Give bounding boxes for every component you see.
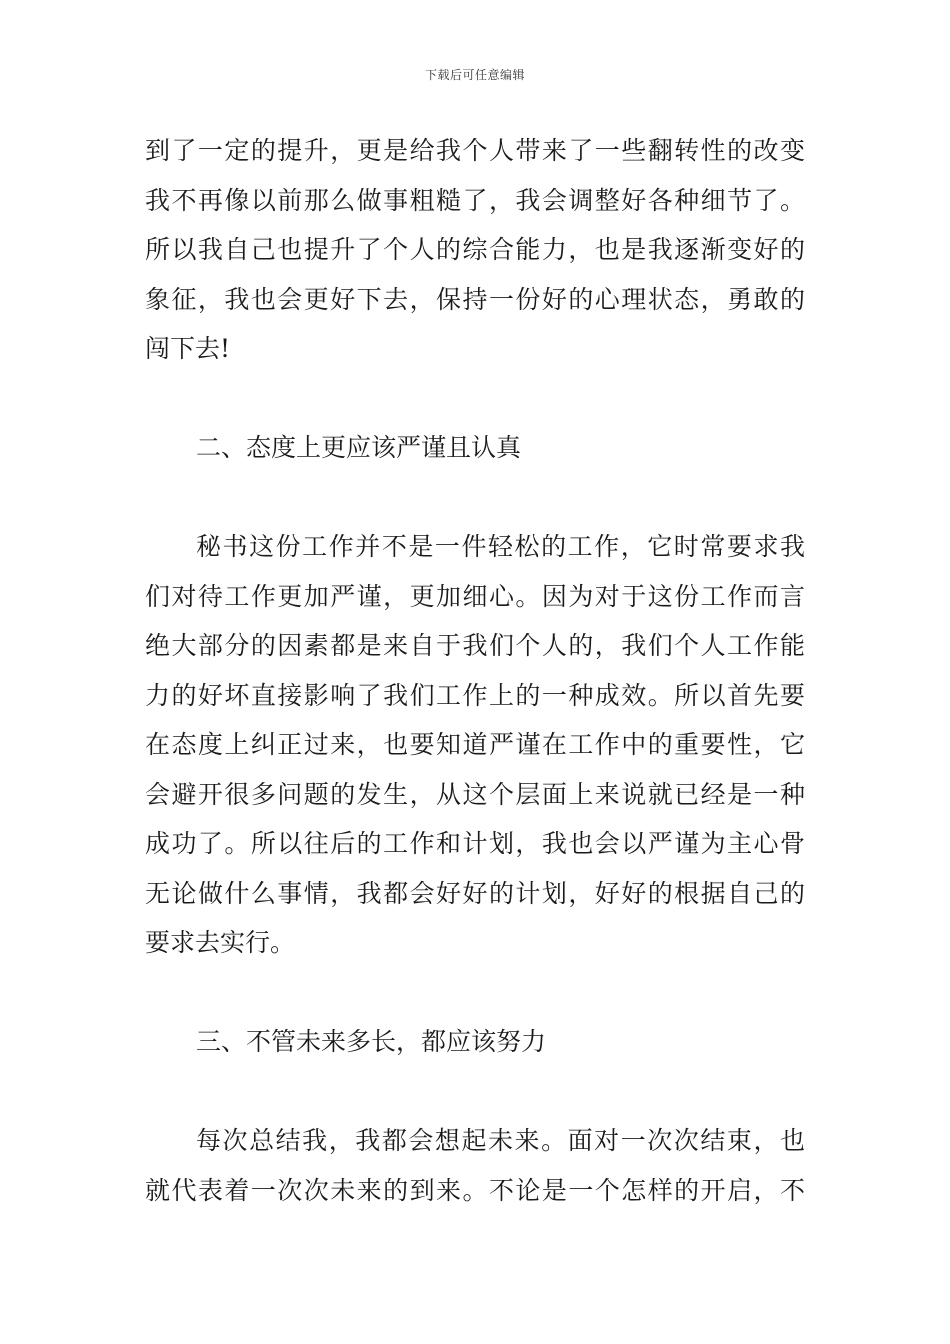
paragraph-3-line-2: 就代表着一次次未来的到来。不论是一个怎样的开启，不: [145, 1175, 805, 1205]
paragraph-2-line-8: 无论做什么事情，我都会好好的计划，好好的根据自己的: [145, 878, 805, 908]
paragraph-1-line-1: 到了一定的提升，更是给我个人带来了一些翻转性的改变: [145, 136, 805, 165]
paragraph-2-line-5: 在态度上纠正过来，也要知道严谨在工作中的重要性，它: [145, 730, 805, 759]
blank-line: [145, 968, 805, 1018]
paragraph-1-line-4: 象征，我也会更好下去，保持一份好的心理状态，勇敢的: [145, 284, 805, 314]
paragraph-2-line-1: 秘书这份工作并不是一件轻松的工作，它时常要求我: [196, 532, 805, 561]
page-header: 下载后可任意编辑: [424, 68, 525, 82]
paragraph-2-line-9: 要求去实行。: [145, 928, 296, 957]
paragraph-2-line-6: 会避开很多问题的发生，从这个层面上来说就已经是一种: [145, 779, 805, 809]
paragraph-2-line-4: 力的好坏直接影响了我们工作上的一种成效。所以首先要: [145, 680, 805, 710]
paragraph-1-line-3: 所以我自己也提升了个人的综合能力，也是我逐渐变好的: [145, 235, 805, 264]
section-heading-2: 二、态度上更应该严谨且认真: [196, 433, 522, 462]
paragraph-2-line-3: 绝大部分的因素都是来自于我们个人的，我们个人工作能: [145, 631, 805, 660]
document-body: [145, 126, 805, 1215]
paragraph-1-line-5: 闯下去!: [145, 334, 231, 363]
paragraph-2-line-2: 们对待工作更加严谨，更加细心。因为对于这份工作而言: [145, 581, 805, 611]
blank-line: [145, 473, 805, 523]
blank-line: [145, 374, 805, 424]
paragraph-3-line-1: 每次总结我，我都会想起未来。面对一次次结束，也: [196, 1126, 805, 1155]
blank-line: [145, 1067, 805, 1117]
section-heading-3: 三、不管未来多长，都应该努力: [196, 1027, 547, 1056]
paragraph-2-line-7: 成功了。所以往后的工作和计划，我也会以严谨为主心骨: [145, 829, 805, 858]
paragraph-1-line-2: 我不再像以前那么做事粗糙了，我会调整好各种细节了。: [145, 185, 805, 215]
